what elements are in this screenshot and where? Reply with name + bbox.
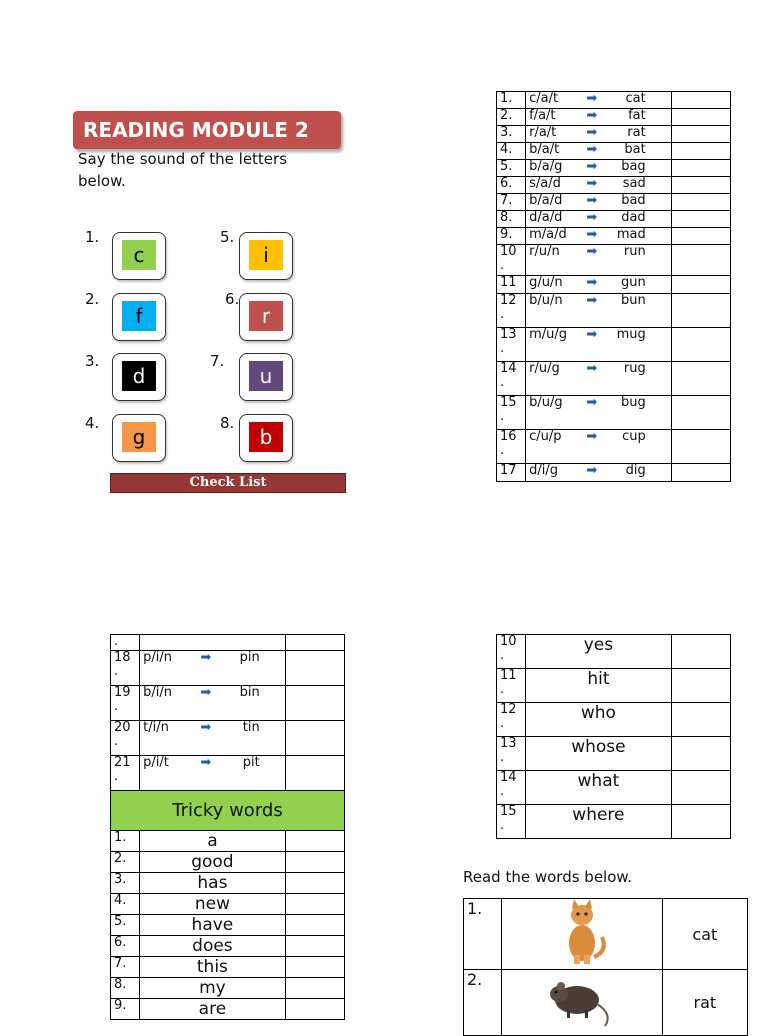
check-cell: [671, 635, 730, 669]
row-number: 17: [497, 464, 526, 482]
blend-letters: g/u/n: [529, 275, 563, 290]
row-number: 5.: [497, 160, 526, 177]
check-cell: [671, 805, 730, 839]
letter-tile: c: [122, 240, 156, 270]
blend-cell: [140, 651, 286, 686]
row-number: 7.: [497, 194, 526, 211]
arrow-icon: ➡: [586, 429, 598, 444]
check-cell: [671, 228, 730, 245]
tricky-word: what: [526, 771, 672, 805]
row-number: 6.: [111, 936, 140, 957]
blend-table-top: [496, 91, 731, 482]
letter-number: 4.: [85, 414, 100, 432]
row-number: 15 .: [497, 396, 526, 430]
check-cell: [285, 957, 344, 978]
row-number: 1.: [464, 899, 502, 970]
table-row: [111, 852, 345, 873]
row-number: 5.: [111, 915, 140, 936]
row-number: .: [111, 635, 140, 651]
check-cell: [285, 756, 344, 791]
tricky-word: whose: [526, 737, 672, 771]
blend-cell: [140, 721, 286, 756]
letter-number: 1.: [85, 228, 100, 246]
row-number: 21 .: [111, 756, 140, 791]
table-row: [497, 126, 731, 143]
check-cell: [285, 852, 344, 873]
blend-letters: c/u/p: [529, 429, 562, 444]
row-number: 10 .: [497, 635, 526, 669]
row-number: 10 .: [497, 245, 526, 276]
table-row: [497, 703, 731, 737]
row-number: 14 .: [497, 362, 526, 396]
picture-word: cat: [662, 899, 747, 970]
arrow-icon: ➡: [200, 720, 212, 735]
check-cell: [285, 651, 344, 686]
blend-letters: b/a/t: [529, 142, 560, 157]
blend-letters: d/a/d: [529, 210, 563, 225]
blend-word: run: [623, 244, 646, 259]
table-row: [111, 686, 345, 721]
row-number: 1.: [111, 831, 140, 852]
letter-number: 7.: [210, 352, 225, 370]
check-cell: [671, 245, 730, 276]
tricky-word: this: [140, 957, 286, 978]
row-number: 8.: [111, 978, 140, 999]
blend-word: mad: [616, 227, 646, 242]
letter-tile: g: [122, 422, 156, 452]
table-row: [111, 894, 345, 915]
letter-card: [239, 293, 293, 341]
row-number: 12 .: [497, 294, 526, 328]
table-row: [497, 143, 731, 160]
blend-cell: [526, 362, 672, 396]
letter-card: [239, 414, 293, 462]
table-row: [497, 245, 731, 276]
check-cell: [671, 109, 730, 126]
check-cell: [671, 126, 730, 143]
tricky-heading-row: [111, 791, 345, 831]
check-cell: [671, 771, 730, 805]
table-row: [497, 211, 731, 228]
blend-letters: r/u/n: [529, 244, 560, 259]
table-row: [111, 756, 345, 791]
letter-tile: d: [122, 361, 156, 391]
tricky-word: has: [140, 873, 286, 894]
arrow-icon: ➡: [586, 108, 598, 123]
blend-word: fat: [628, 108, 646, 123]
check-cell: [671, 737, 730, 771]
blend-word: bag: [621, 159, 646, 174]
row-number: 2.: [464, 970, 502, 1036]
picture-cell: [502, 970, 663, 1036]
row-number: 11: [497, 276, 526, 294]
blend-cell: [140, 756, 286, 791]
check-cell: [671, 211, 730, 228]
blend-word: sad: [622, 176, 646, 191]
blend-letters: r/a/t: [529, 125, 557, 140]
blend-cell: [140, 686, 286, 721]
table-row: [497, 92, 731, 109]
letter-tile: f: [122, 301, 156, 331]
blend-cell: [526, 328, 672, 362]
blend-cell: [526, 211, 672, 228]
check-cell: [671, 430, 730, 464]
tricky-word: hit: [526, 669, 672, 703]
table-row: [464, 970, 748, 1036]
arrow-icon: ➡: [200, 685, 212, 700]
table-row: [497, 228, 731, 245]
arrow-icon: ➡: [586, 125, 598, 140]
row-number: 9.: [111, 999, 140, 1020]
picture-cell: [502, 899, 663, 970]
tricky-word: are: [140, 999, 286, 1020]
tricky-word: new: [140, 894, 286, 915]
check-cell: [285, 831, 344, 852]
table-row: [111, 721, 345, 756]
blend-letters: b/u/g: [529, 395, 563, 410]
tricky-word: have: [140, 915, 286, 936]
read-words-label: Read the words below.: [463, 868, 633, 886]
letter-number: 8.: [220, 414, 235, 432]
row-number: 14 .: [497, 771, 526, 805]
picture-words-table: [463, 898, 748, 1036]
arrow-icon: ➡: [586, 227, 598, 242]
blend-letters: c/a/t: [529, 91, 559, 106]
row-number: 13 .: [497, 328, 526, 362]
table-row: [111, 651, 345, 686]
table-row: [111, 957, 345, 978]
table-row: [497, 464, 731, 482]
check-cell: [285, 721, 344, 756]
blend-cell: [526, 276, 672, 294]
table-row: [497, 430, 731, 464]
table-row: [497, 177, 731, 194]
row-number: 20 .: [111, 721, 140, 756]
rat-icon: [547, 1013, 617, 1032]
row-number: 3.: [497, 126, 526, 143]
row-number: 4.: [111, 894, 140, 915]
checklist-bar: Check List: [110, 473, 346, 493]
blend-word: bun: [620, 293, 646, 308]
check-cell: [671, 160, 730, 177]
check-cell: [671, 92, 730, 109]
arrow-icon: ➡: [200, 755, 212, 770]
row-number: 3.: [111, 873, 140, 894]
tricky-word: who: [526, 703, 672, 737]
arrow-icon: ➡: [586, 159, 598, 174]
tricky-word: my: [140, 978, 286, 999]
blend-letters: p/i/n: [143, 650, 172, 665]
check-cell: [671, 177, 730, 194]
letter-card: [239, 232, 293, 280]
tricky-word: where: [526, 805, 672, 839]
instruction-text: Say the sound of the letters below.: [78, 150, 288, 190]
row-number: 2.: [111, 852, 140, 873]
arrow-icon: ➡: [586, 275, 598, 290]
check-cell: [671, 294, 730, 328]
letter-tile: i: [249, 240, 283, 270]
blend-word: bat: [624, 142, 646, 157]
blend-cell: [526, 126, 672, 143]
table-row: [497, 635, 731, 669]
blend-letters: r/u/g: [529, 361, 560, 376]
arrow-icon: ➡: [586, 142, 598, 157]
check-cell: [285, 915, 344, 936]
blend-letters: t/i/n: [143, 720, 169, 735]
row-number: 18 .: [111, 651, 140, 686]
letter-tile: r: [249, 301, 283, 331]
blend-letters: b/u/n: [529, 293, 563, 308]
table-row: [497, 109, 731, 126]
tricky-word: does: [140, 936, 286, 957]
blend-word: rug: [623, 361, 646, 376]
check-cell: [671, 396, 730, 430]
blend-letters: s/a/d: [529, 176, 561, 191]
check-cell: [285, 873, 344, 894]
letter-card: [112, 293, 166, 341]
module-title: READING MODULE 2: [73, 111, 341, 149]
check-cell: [671, 328, 730, 362]
table-row: [111, 936, 345, 957]
check-cell: [671, 669, 730, 703]
check-cell: [671, 703, 730, 737]
row-number: 12 .: [497, 703, 526, 737]
table-row: [111, 999, 345, 1020]
tricky-word: a: [140, 831, 286, 852]
table-row: [497, 771, 731, 805]
arrow-icon: ➡: [586, 327, 598, 342]
table-row: [111, 915, 345, 936]
blend-letters: b/i/n: [143, 685, 172, 700]
table-row: [497, 328, 731, 362]
row-number: 8.: [497, 211, 526, 228]
check-cell: [285, 635, 344, 651]
blend-cell: [526, 396, 672, 430]
check-cell: [671, 464, 730, 482]
blend-word: cat: [625, 91, 646, 106]
table-row: [111, 978, 345, 999]
arrow-icon: ➡: [586, 244, 598, 259]
cat-icon: [552, 950, 612, 969]
blend-word: bad: [621, 193, 646, 208]
blend-letters: b/a/d: [529, 193, 563, 208]
letter-number: 2.: [85, 290, 100, 308]
tricky-word: good: [140, 852, 286, 873]
blend-letters: p/i/t: [143, 755, 169, 770]
arrow-icon: ➡: [586, 176, 598, 191]
table-row: [497, 276, 731, 294]
blend-table-bottom: [110, 634, 345, 1020]
row-number: 13 .: [497, 737, 526, 771]
table-row: [111, 635, 345, 651]
table-row: [497, 396, 731, 430]
blend-letters: f/a/t: [529, 108, 556, 123]
arrow-icon: ➡: [586, 210, 598, 225]
arrow-icon: ➡: [586, 293, 598, 308]
row-number: 15 .: [497, 805, 526, 839]
blend-letters: m/u/g: [529, 327, 568, 342]
tricky-word: yes: [526, 635, 672, 669]
row-number: 11 .: [497, 669, 526, 703]
row-number: 19 .: [111, 686, 140, 721]
table-row: [111, 831, 345, 852]
table-row: [497, 362, 731, 396]
check-cell: [285, 999, 344, 1020]
letter-tile: u: [249, 361, 283, 391]
check-cell: [671, 276, 730, 294]
blend-word: dad: [621, 210, 646, 225]
blend-word: bug: [620, 395, 646, 410]
arrow-icon: ➡: [586, 193, 598, 208]
arrow-icon: ➡: [200, 650, 212, 665]
letter-tile: b: [249, 422, 283, 452]
table-row: [497, 194, 731, 211]
arrow-icon: ➡: [586, 91, 598, 106]
blend-word: cup: [622, 429, 646, 444]
check-cell: [671, 194, 730, 211]
blend-cell: [526, 109, 672, 126]
blend-word: bin: [239, 685, 260, 700]
table-row: [497, 805, 731, 839]
blend-cell: [526, 194, 672, 211]
row-number: 7.: [111, 957, 140, 978]
row-number: 4.: [497, 143, 526, 160]
blend-letters: m/a/d: [529, 227, 567, 242]
blend-cell: [526, 430, 672, 464]
table-row: [497, 669, 731, 703]
row-number: 16 .: [497, 430, 526, 464]
table-row: [497, 160, 731, 177]
tricky-heading: Tricky words: [111, 791, 345, 831]
letter-number: 3.: [85, 352, 100, 370]
table-row: [111, 873, 345, 894]
blend-cell: [526, 143, 672, 160]
blend-word: tin: [242, 720, 260, 735]
row-number: 9.: [497, 228, 526, 245]
letter-card: [112, 414, 166, 462]
picture-word: rat: [662, 970, 747, 1036]
blend-cell: [526, 464, 672, 482]
letter-card: [112, 353, 166, 401]
blend-word: mug: [616, 327, 646, 342]
blend-word: rat: [627, 125, 646, 140]
blend-cell: [526, 160, 672, 177]
blend-cell: [140, 635, 286, 651]
blend-word: pin: [239, 650, 260, 665]
check-cell: [671, 143, 730, 160]
blend-cell: [526, 294, 672, 328]
blend-letters: b/a/g: [529, 159, 563, 174]
blend-cell: [526, 92, 672, 109]
blend-cell: [526, 245, 672, 276]
check-cell: [285, 894, 344, 915]
check-cell: [285, 686, 344, 721]
row-number: 1.: [497, 92, 526, 109]
check-cell: [285, 978, 344, 999]
table-row: [497, 737, 731, 771]
letter-card: [239, 353, 293, 401]
letter-number: 5.: [220, 228, 235, 246]
row-number: 2.: [497, 109, 526, 126]
blend-word: dig: [625, 463, 646, 478]
arrow-icon: ➡: [586, 463, 598, 478]
tricky-words-table-right: [496, 634, 731, 839]
letter-number: 6.: [225, 290, 240, 308]
blend-cell: [526, 228, 672, 245]
table-row: [464, 899, 748, 970]
blend-letters: d/i/g: [529, 463, 558, 478]
check-cell: [285, 936, 344, 957]
blend-word: gun: [620, 275, 646, 290]
blend-word: pit: [242, 755, 260, 770]
blend-cell: [526, 177, 672, 194]
letter-card: [112, 232, 166, 280]
arrow-icon: ➡: [586, 395, 598, 410]
check-cell: [671, 362, 730, 396]
row-number: 6.: [497, 177, 526, 194]
arrow-icon: ➡: [586, 361, 598, 376]
table-row: [497, 294, 731, 328]
